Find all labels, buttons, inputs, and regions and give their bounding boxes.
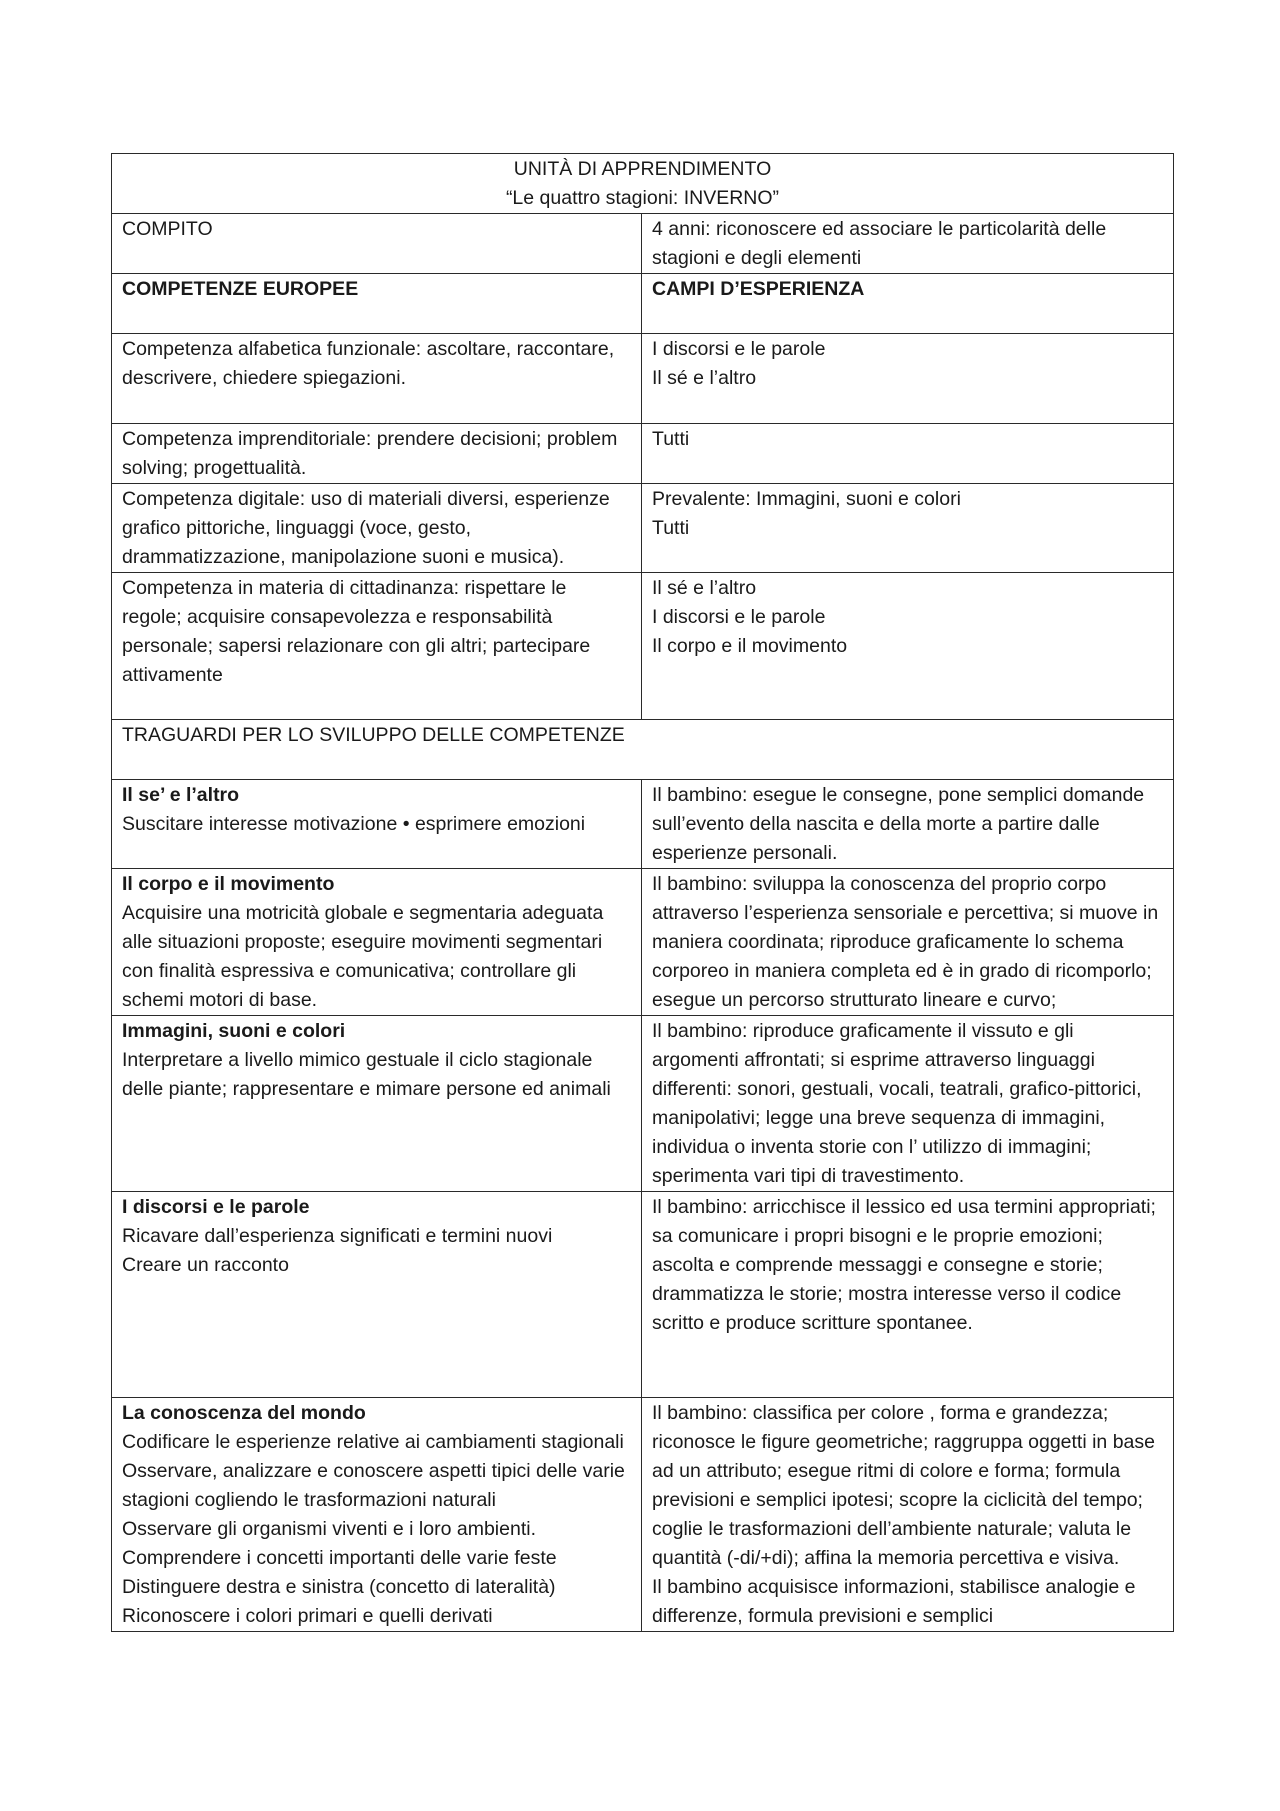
obiettivo-text: Acquisire una motricità globale e segmentaria adeguata alle situazioni proposte; eseguire movimenti segmentari con finalità espressiva e comunicativa; controllare gli schemi motori di base. [122, 902, 604, 1011]
campi-esperienza-header: CAMPI D’ESPERIENZA [642, 274, 1174, 334]
obiettivo-text: Osservare gli organismi viventi e i loro ambienti. [122, 1518, 536, 1540]
compito-row [112, 214, 1174, 274]
campi-cell [642, 484, 1174, 573]
traguardo-text: Il bambino: classifica per colore , forma e grandezza; riconosce le figure geometriche; raggruppa oggetti in base ad un attributo; esegue ritmi di colore e forma; formula previsioni e semplici ipotesi; scopre la ciclicità del tempo; coglie le trasformazioni dell’ambiente naturale; valuta le quantità (-di/+di); affina la memoria percettiva e visiva. [652, 1402, 1155, 1569]
traguardo-right: Il bambino: arricchisce il lessico ed usa termini appropriati; sa comunicare i propri bisogni e le proprie emozioni; ascolta e comprende messaggi e consegne e storie; drammatizza le storie; mostra interesse verso il codice scritto e produce scritture spontanee. [642, 1192, 1174, 1398]
traguardi-header-row [112, 720, 1174, 780]
compito-label: COMPITO [112, 214, 642, 274]
campo-title: Il corpo e il movimento [122, 873, 335, 895]
traguardo-row [112, 1398, 1174, 1632]
columns-header-row [112, 274, 1174, 334]
document-title: UNITÀ DI APPRENDIMENTO [513, 158, 772, 180]
traguardo-right: Il bambino: esegue le consegne, pone semplici domande sull’evento della nascita e della morte a partire dalle esperienze personali. [642, 780, 1174, 869]
traguardo-right: Il bambino: sviluppa la conoscenza del proprio corpo attraverso l’esperienza sensoriale e percettiva; si muove in maniera coordinata; riproduce graficamente lo schema corporeo in maniera completa ed è in grado di ricomporlo; esegue un percorso strutturato lineare e curvo; [642, 869, 1174, 1016]
campo-item: Tutti [652, 517, 690, 539]
traguardo-left [112, 1192, 642, 1398]
campi-cell [642, 573, 1174, 720]
traguardo-text: Il bambino acquisisce informazioni, stabilisce analogie e differenze, formula previsioni e semplici [652, 1576, 1136, 1627]
campo-title: Il se’ e l’altro [122, 784, 240, 806]
campi-cell [642, 424, 1174, 484]
campo-item: I discorsi e le parole [652, 606, 826, 628]
traguardi-header: TRAGUARDI PER LO SVILUPPO DELLE COMPETENZE [112, 720, 1174, 780]
campo-item: Il sé e l’altro [652, 367, 757, 389]
traguardo-row [112, 780, 1174, 869]
title-row [112, 154, 1174, 214]
campo-item: Il corpo e il movimento [652, 635, 848, 657]
traguardo-left [112, 1016, 642, 1192]
obiettivo-text: Creare un racconto [122, 1254, 289, 1276]
obiettivo-text: Comprendere i concetti importanti delle varie feste [122, 1547, 557, 1569]
competenza-text: Competenza digitale: uso di materiali diversi, esperienze grafico pittoriche, linguaggi (voce, gesto, drammatizzazione, manipolazione suoni e musica). [112, 484, 642, 573]
compito-value: 4 anni: riconoscere ed associare le particolarità delle stagioni e degli elementi [642, 214, 1174, 274]
traguardo-right [642, 1398, 1174, 1632]
campo-item: Tutti [652, 428, 690, 450]
competenza-text: Competenza in materia di cittadinanza: rispettare le regole; acquisire consapevolezza e responsabilità personale; sapersi relazionare con gli altri; partecipare attivamente [112, 573, 642, 720]
competenza-row [112, 573, 1174, 720]
traguardo-left [112, 780, 642, 869]
obiettivo-text: Osservare, analizzare e conoscere aspetti tipici delle varie stagioni cogliendo le trasformazioni naturali [122, 1460, 625, 1511]
competenze-europee-header: COMPETENZE EUROPEE [112, 274, 642, 334]
competenza-text: Competenza imprenditoriale: prendere decisioni; problem solving; progettualità. [112, 424, 642, 484]
obiettivo-text: Ricavare dall’esperienza significati e termini nuovi [122, 1225, 553, 1247]
obiettivo-text: Interpretare a livello mimico gestuale il ciclo stagionale delle piante; rappresentare e mimare persone ed animali [122, 1049, 611, 1100]
competenza-row [112, 424, 1174, 484]
traguardo-left [112, 869, 642, 1016]
competenza-row [112, 484, 1174, 573]
traguardo-row [112, 869, 1174, 1016]
campo-title: I discorsi e le parole [122, 1196, 310, 1218]
learning-unit-table [111, 153, 1174, 1632]
traguardo-right: Il bambino: riproduce graficamente il vissuto e gli argomenti affrontati; si esprime attraverso linguaggi differenti: sonori, gestuali, vocali, teatrali, grafico-pittorici, manipolativi; legge una breve sequenza di immagini, individua o inventa storie con l’ utilizzo di immagini; sperimenta vari tipi di travestimento. [642, 1016, 1174, 1192]
obiettivo-text: Codificare le esperienze relative ai cambiamenti stagionali [122, 1431, 624, 1453]
campo-title: Immagini, suoni e colori [122, 1020, 346, 1042]
traguardo-row [112, 1016, 1174, 1192]
obiettivo-text: Riconoscere i colori primari e quelli derivati [122, 1605, 493, 1627]
competenza-text: Competenza alfabetica funzionale: ascoltare, raccontare, descrivere, chiedere spiegazioni. [112, 334, 642, 424]
title-cell [112, 154, 1174, 214]
obiettivo-text: Suscitare interesse motivazione • esprimere emozioni [122, 813, 586, 835]
traguardo-row [112, 1192, 1174, 1398]
campo-item: Il sé e l’altro [652, 577, 757, 599]
campo-item: Prevalente: Immagini, suoni e colori [652, 488, 961, 510]
campo-item: I discorsi e le parole [652, 338, 826, 360]
campo-title: La conoscenza del mondo [122, 1402, 366, 1424]
document-subtitle: “Le quattro stagioni: INVERNO” [505, 187, 780, 209]
traguardo-left [112, 1398, 642, 1632]
obiettivo-text: Distinguere destra e sinistra (concetto di lateralità) [122, 1576, 556, 1598]
competenza-row [112, 334, 1174, 424]
campi-cell [642, 334, 1174, 424]
